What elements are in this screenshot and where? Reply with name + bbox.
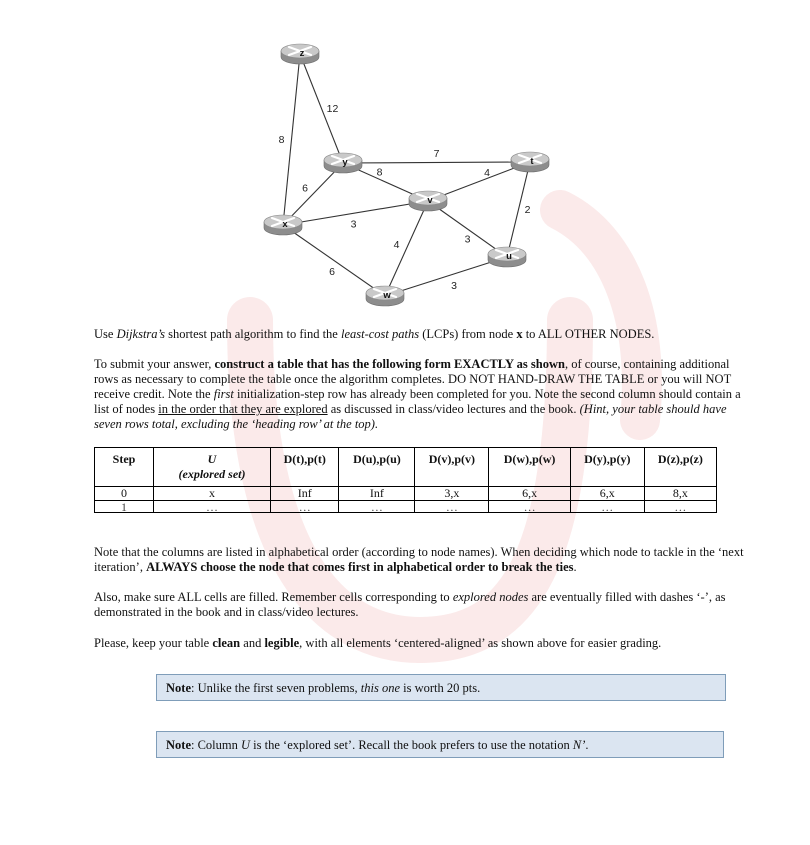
router-label-t: t <box>530 156 534 167</box>
router-label-u: u <box>506 251 512 262</box>
table-cell: 8,x <box>644 487 716 501</box>
edge-cost-y-v: 8 <box>376 166 383 179</box>
graph-nodes <box>264 44 549 306</box>
router-node-z <box>281 44 319 64</box>
edge-y-t <box>343 162 530 163</box>
router-label-x: x <box>282 219 288 230</box>
router-label-v: v <box>427 195 433 206</box>
router-node-v <box>409 191 447 211</box>
header-step: Step <box>95 448 154 487</box>
edge-cost-y-t: 7 <box>433 148 440 160</box>
edge-cost-y-x: 6 <box>302 182 308 195</box>
edge-v-w <box>385 201 428 296</box>
table-cell: 6,x <box>489 487 570 501</box>
table-cell: 6,x <box>570 487 644 501</box>
router-node-u <box>488 247 526 267</box>
table-cell: … <box>154 501 271 513</box>
edge-x-w <box>283 225 385 296</box>
edge-cost-t-u: 2 <box>524 204 531 216</box>
tie-break-paragraph: Note that the columns are listed in alphabetical order (according to node names). When deciding which node to tackle in the ‘next iteration’, ALWAYS choose the node that comes first in alphabetical order to break the ties. <box>94 545 744 574</box>
header-dt: D(t),p(t) <box>271 448 339 487</box>
edge-cost-z-x: 8 <box>278 134 285 146</box>
edge-cost-v-w: 4 <box>393 239 400 251</box>
edge-cost-w-u: 3 <box>451 280 457 292</box>
table-cell: … <box>570 501 644 513</box>
table-row <box>95 487 717 501</box>
edge-cost-x-w: 6 <box>329 266 335 278</box>
router-label-w: w <box>383 290 391 301</box>
note-box-points: Note: Unlike the first seven problems, this one is worth 20 pts. <box>156 674 726 701</box>
table-cell: … <box>271 501 339 513</box>
edge-z-x <box>283 54 300 225</box>
table-cell: … <box>339 501 415 513</box>
fill-cells-paragraph: Also, make sure ALL cells are filled. Remember cells corresponding to explored nodes are eventually filled with dashes ‘-’, as demonstrated in the book and in class/video lectures. <box>94 590 726 619</box>
router-label-z: z <box>299 48 305 59</box>
router-node-w <box>366 286 404 306</box>
edge-w-u <box>385 257 507 296</box>
table-cell: Inf <box>271 487 339 501</box>
router-node-t <box>511 152 549 172</box>
edge-cost-z-y: 12 <box>326 103 339 115</box>
table-cell: … <box>489 501 570 513</box>
header-dz: D(z),p(z) <box>644 448 716 487</box>
router-node-y <box>324 153 362 173</box>
header-dw: D(w),p(w) <box>489 448 570 487</box>
router-label-y: y <box>342 157 348 168</box>
instruction-paragraph: Use Dijkstra’s shortest path algorithm to find the least-cost paths (LCPs) from node x to ALL OTHER NODES. <box>94 327 655 341</box>
table-cell: Inf <box>339 487 415 501</box>
header-explored-set: U (explored set) <box>154 448 271 487</box>
table-cell: … <box>415 501 489 513</box>
table-row <box>95 501 717 513</box>
header-dy: D(y),p(y) <box>570 448 644 487</box>
table-header-row <box>95 448 717 487</box>
table-cell: … <box>644 501 716 513</box>
formatting-paragraph: Please, keep your table clean and legible, with all elements ‘centered-aligned’ as shown above for easier grading. <box>94 636 662 650</box>
table-cell: 3,x <box>415 487 489 501</box>
edge-cost-x-v: 3 <box>350 218 357 231</box>
router-node-x <box>264 215 302 235</box>
table-cell: 1 <box>95 501 154 513</box>
edge-cost-v-t: 4 <box>484 167 490 179</box>
network-graph <box>250 38 570 313</box>
submission-paragraph: To submit your answer, construct a table that has the following form EXACTLY as shown, of course, containing additional rows as necessary to complete the table once the algorithm completes. DO NOT HAND-DRAW THE TABLE or you will NOT receive credit. Note the first initialization-step row has already been completed for you. Note the second column should contain a list of nodes in the order that they are explored as discussed in class/video lectures and the book. (Hint, your table should have seven rows total, excluding the ‘heading row’ at the top). <box>94 357 741 431</box>
lcp-table <box>94 447 717 513</box>
header-du: D(u),p(u) <box>339 448 415 487</box>
note-box-explored-set: Note: Column U is the ‘explored set’. Recall the book prefers to use the notation N’. <box>156 731 724 758</box>
table-cell: 0 <box>95 487 154 501</box>
table-cell: x <box>154 487 271 501</box>
edge-cost-v-u: 3 <box>464 233 471 246</box>
header-dv: D(v),p(v) <box>415 448 489 487</box>
